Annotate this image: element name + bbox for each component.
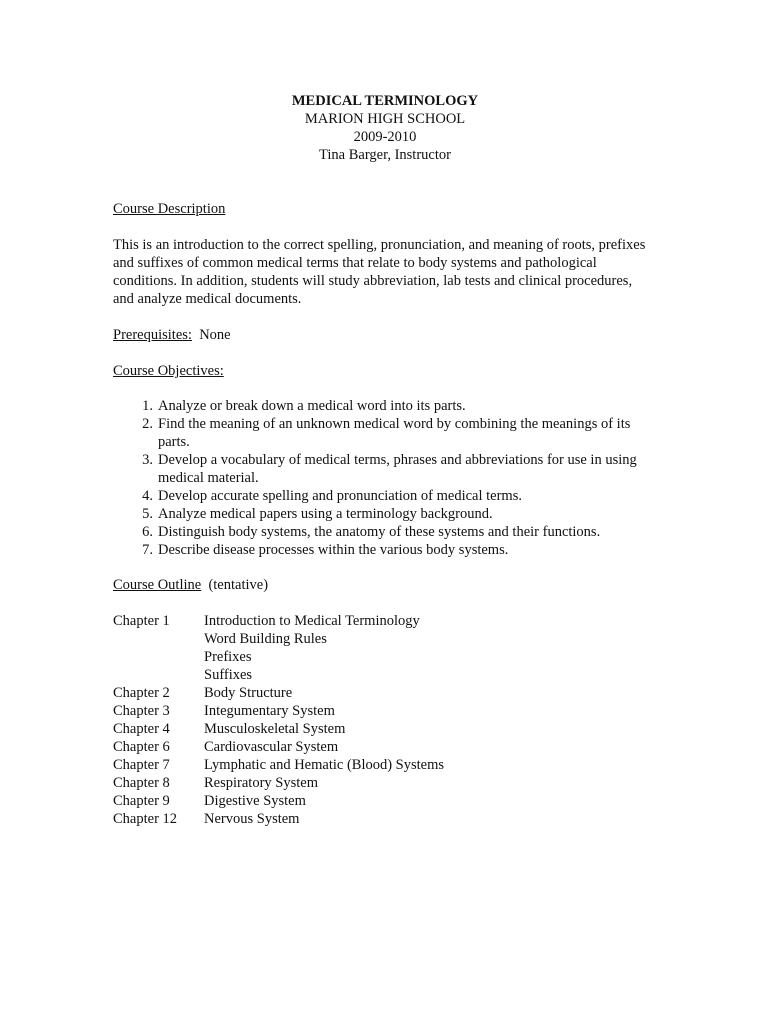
table-row — [113, 666, 444, 684]
chapter-number: Chapter 6 — [113, 739, 170, 755]
chapter-topic: Suffixes — [204, 667, 253, 683]
school-name: MARION HIGH SCHOOL — [304, 111, 466, 127]
course-outline-note: (tentative) — [208, 577, 269, 593]
list-item-number: 7. — [142, 542, 153, 558]
table-row — [113, 774, 444, 792]
list-item — [113, 415, 658, 451]
chapter-topic: Cardiovascular System — [204, 739, 339, 755]
list-item — [113, 541, 658, 559]
table-row — [113, 684, 444, 702]
instructor-name: Tina Barger, Instructor — [319, 147, 451, 163]
prerequisites-value: None — [199, 327, 231, 343]
list-item-text: Distinguish body systems, the anatomy of these systems and their functions. — [158, 524, 601, 540]
list-item-text: Develop accurate spelling and pronunciation of medical terms. — [158, 488, 522, 504]
list-item-number: 1. — [142, 398, 153, 414]
chapter-topic: Prefixes — [204, 649, 252, 665]
course-description-heading-text: Course Description — [113, 201, 226, 217]
list-item — [113, 451, 658, 487]
chapter-number: Chapter 8 — [113, 775, 170, 791]
chapter-topic: Word Building Rules — [204, 631, 327, 647]
course-title: MEDICAL TERMINOLOGY — [291, 93, 479, 109]
course-description-text: This is an introduction to the correct spelling, pronunciation, and meaning of roots, prefixes and suffixes of common medical terms that relate to body systems and pathological conditions. In addition, students will study abbreviation, lab tests and clinical procedures, and analyze medical documents. — [113, 237, 646, 307]
chapter-number: Chapter 1 — [113, 613, 170, 629]
chapter-number: Chapter 12 — [113, 811, 178, 827]
document-header — [0, 92, 770, 164]
objectives-list — [113, 397, 658, 559]
course-objectives-heading-text: Course Objectives: — [113, 363, 224, 379]
course-objectives-heading — [113, 362, 224, 380]
chapter-number: Chapter 9 — [113, 793, 170, 809]
chapter-number: Chapter 2 — [113, 685, 170, 701]
chapter-topic: Musculoskeletal System — [204, 721, 346, 737]
chapter-number: Chapter 4 — [113, 721, 170, 737]
prerequisites-line — [113, 326, 231, 344]
list-item-number: 3. — [142, 452, 153, 468]
chapter-number — [113, 630, 204, 648]
chapter-topic: Introduction to Medical Terminology — [204, 613, 420, 629]
list-item-text: Describe disease processes within the various body systems. — [158, 542, 509, 558]
chapter-number: Chapter 3 — [113, 703, 170, 719]
chapter-number — [113, 648, 204, 666]
table-row — [113, 612, 444, 630]
list-item-number: 6. — [142, 524, 153, 540]
table-row — [113, 702, 444, 720]
list-item-number: 5. — [142, 506, 153, 522]
course-outline-table — [113, 612, 444, 828]
course-outline-heading — [113, 576, 268, 594]
chapter-topic: Respiratory System — [204, 775, 318, 791]
table-row — [113, 810, 444, 828]
list-item-number: 4. — [142, 488, 153, 504]
list-item-text: Find the meaning of an unknown medical word by combining the meanings of its parts. — [158, 416, 631, 450]
chapter-number — [113, 666, 204, 684]
chapter-topic: Integumentary System — [204, 703, 335, 719]
table-row — [113, 792, 444, 810]
table-row — [113, 648, 444, 666]
list-item — [113, 523, 658, 541]
prerequisites-label: Prerequisites: — [113, 327, 192, 343]
course-description-heading — [113, 200, 225, 218]
chapter-topic: Lymphatic and Hematic (Blood) Systems — [204, 757, 445, 773]
list-item-text: Analyze or break down a medical word into its parts. — [158, 398, 466, 414]
chapter-topic: Digestive System — [204, 793, 306, 809]
list-item — [113, 397, 658, 415]
course-outline-heading-text: Course Outline — [113, 577, 202, 593]
chapter-topic: Nervous System — [204, 811, 300, 827]
table-row — [113, 738, 444, 756]
list-item — [113, 505, 658, 523]
table-row — [113, 630, 444, 648]
table-row — [113, 756, 444, 774]
list-item — [113, 487, 658, 505]
list-item-text: Analyze medical papers using a terminology background. — [158, 506, 493, 522]
chapter-topic: Body Structure — [204, 685, 293, 701]
table-row — [113, 720, 444, 738]
list-item-text: Develop a vocabulary of medical terms, phrases and abbreviations for use in using medical material. — [158, 452, 637, 486]
chapter-number: Chapter 7 — [113, 757, 170, 773]
list-item-number: 2. — [142, 416, 153, 432]
school-year: 2009-2010 — [353, 129, 417, 145]
